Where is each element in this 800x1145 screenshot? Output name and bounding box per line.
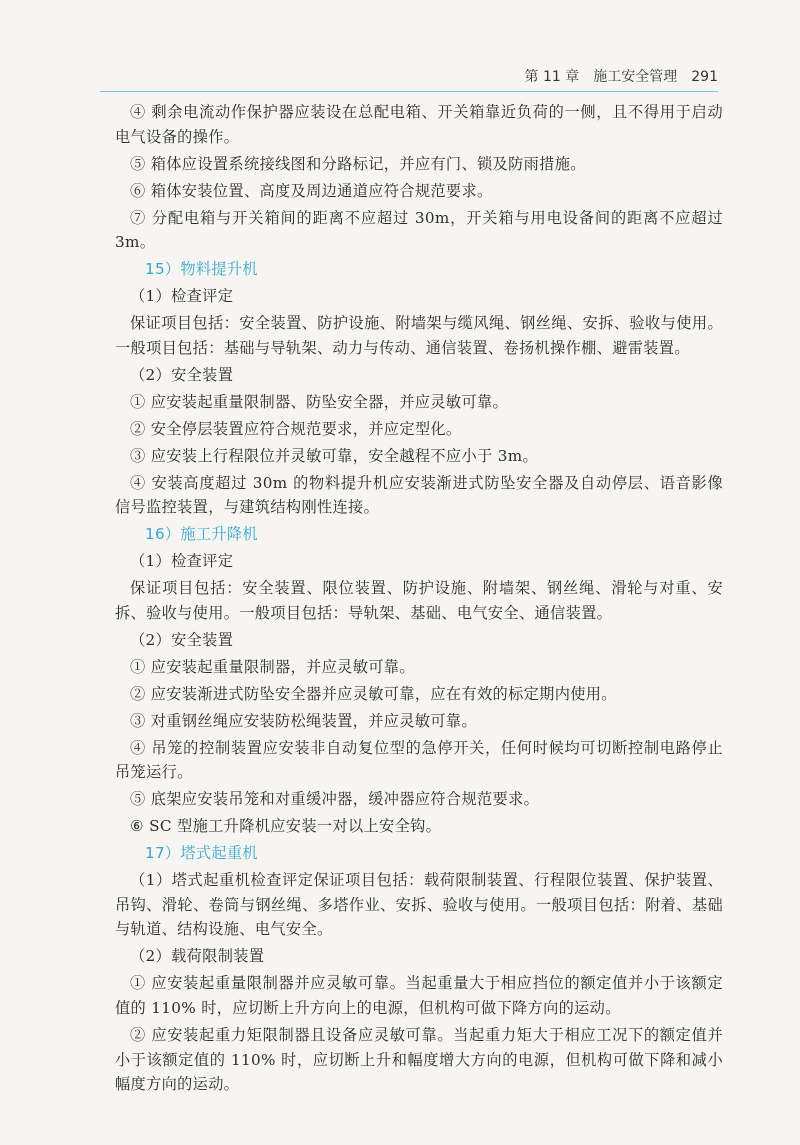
chapter-title: 施工安全管理 (593, 69, 678, 85)
paragraph: ③ 对重钢丝绳应安装防松绳装置，并应灵敏可靠。 (130, 711, 478, 730)
paragraph: ④ 吊笼的控制装置应安装非自动复位型的急停开关，任何时候均可切断控制电路停止吊笼运行。 (115, 738, 723, 782)
paragraph: ① 应安装起重量限制器并应灵敏可靠。当起重量大于相应挡位的额定值并小于该额定值的 110% 时，应切断上升方向上的电源，但机构可做下降方向的运动。 (115, 974, 723, 1017)
section-heading-15: 15）物料提升机 (145, 260, 258, 279)
subsection-heading: （2）载荷限制装置 (130, 947, 265, 966)
paragraph: ⑥ SC 型施工升降机应安装一对以上安全钩。 (130, 817, 442, 836)
paragraph: ④ 剩余电流动作保护器应装设在总配电箱、开关箱靠近负荷的一侧，且不得用于启动电气设备的操作。 (115, 103, 723, 146)
subsection-heading: （1）检查评定 (130, 287, 234, 306)
subsection-heading: （2）安全装置 (130, 630, 234, 649)
running-head (525, 66, 718, 86)
paragraph: 保证项目包括：安全装置、防护设施、附墙架与缆风绳、钢丝绳、安拆、验收与使用。一般项目包括：基础与导轨架、动力与传动、通信装置、卷扬机操作棚、避雷装置。 (115, 314, 723, 357)
paragraph: ⑤ 箱体应设置系统接线图和分路标记，并应有门、锁及防雨措施。 (130, 154, 586, 173)
subsection-heading: （1）检查评定 (130, 552, 234, 571)
page-body (115, 100, 723, 1099)
paragraph: （1）塔式起重机检查评定保证项目包括：载荷限制装置、行程限位装置、保护装置、吊钩、滑轮、卷筒与钢丝绳、多塔作业、安拆、验收与使用。一般项目包括：附着、基础与轨道、结构设施、电气安全。 (115, 871, 723, 939)
header-rule (100, 91, 718, 92)
paragraph: ③ 应安装上行程限位并灵敏可靠，安全越程不应小于 3m。 (130, 446, 539, 465)
paragraph: ⑦ 分配电箱与开关箱间的距离不应超过 30m，开关箱与用电设备间的距离不应超过 3m。 (115, 208, 723, 252)
subsection-heading: （2）安全装置 (130, 365, 234, 384)
chapter-label: 第 11 章 (524, 69, 580, 85)
paragraph: ① 应安装起重量限制器，并应灵敏可靠。 (130, 657, 415, 676)
section-heading-16: 16）施工升降机 (145, 525, 258, 544)
section-heading-17: 17）塔式起重机 (145, 844, 258, 863)
paragraph: ① 应安装起重量限制器、防坠安全器，并应灵敏可靠。 (130, 392, 509, 411)
paragraph: ② 应安装起重力矩限制器且设备应灵敏可靠。当起重力矩大于相应工况下的额定值并小于该额定值的 110% 时，应切断上升和幅度增大方向的电源，但机构可做下降和减小幅度方向的运动。 (115, 1025, 723, 1094)
page-header (0, 58, 800, 92)
paragraph: ② 安全停层装置应符合规范要求，并应定型化。 (130, 419, 462, 438)
paragraph: ⑥ 箱体安装位置、高度及周边通道应符合规范要求。 (130, 181, 493, 200)
page-number: 291 (691, 69, 718, 85)
paragraph: ⑤ 底架应安装吊笼和对重缓冲器，缓冲器应符合规范要求。 (130, 790, 540, 809)
paragraph: ② 应安装渐进式防坠安全器并应灵敏可靠，应在有效的标定期内使用。 (130, 684, 617, 703)
paragraph: 保证项目包括：安全装置、限位装置、防护设施、附墙架、钢丝绳、滑轮与对重、安拆、验收与使用。一般项目包括：导轨架、基础、电气安全、通信装置。 (115, 579, 723, 622)
paragraph: ④ 安装高度超过 30m 的物料提升机应安装渐进式防坠安全器及自动停层、语音影像信号监控装置，与建筑结构刚性连接。 (115, 473, 723, 517)
